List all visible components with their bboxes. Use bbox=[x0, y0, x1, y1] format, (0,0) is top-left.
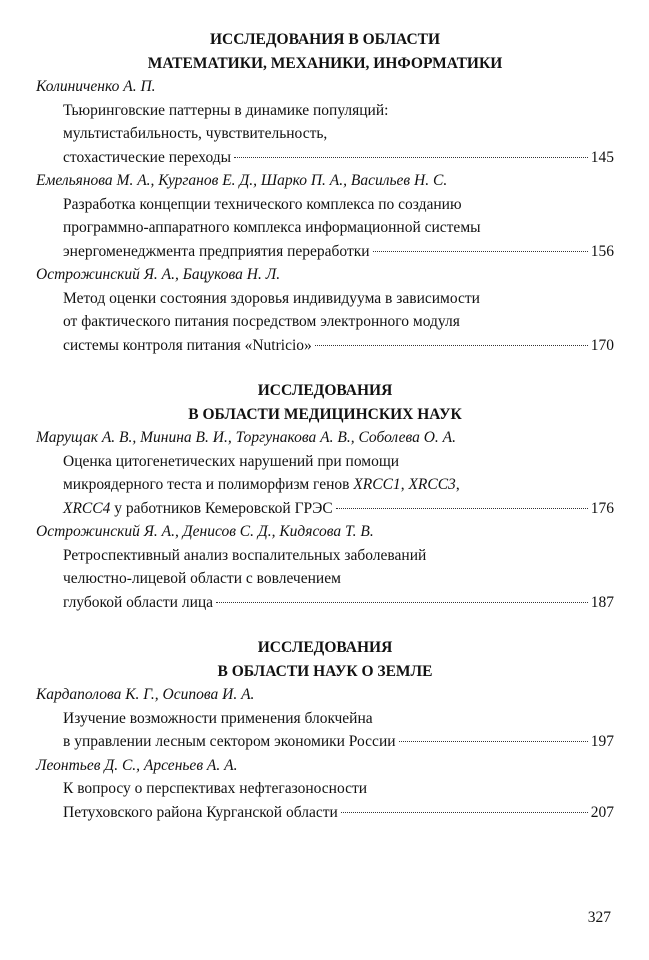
entry-page-number[interactable]: 197 bbox=[590, 733, 614, 750]
entry-page-number[interactable]: 187 bbox=[590, 593, 614, 611]
section-title: ИССЛЕДОВАНИЯ bbox=[257, 382, 393, 399]
toc-entry[interactable] bbox=[36, 683, 614, 754]
dot-leader bbox=[315, 345, 588, 346]
toc-entry[interactable] bbox=[36, 263, 614, 357]
entry-title-line: системы контроля питания «Nutricio» bbox=[63, 336, 312, 354]
entry-title-line: от фактического питания посредством электронного модуля bbox=[63, 313, 460, 330]
entry-authors: Марущак А. В., Минина В. И., Торгунакова А. В., Соболева О. А. bbox=[36, 429, 456, 446]
entry-last-line bbox=[63, 240, 614, 264]
entry-title-line: челюстно-лицевой области с вовлечением bbox=[63, 570, 341, 587]
gene-name: XRCC4 bbox=[63, 499, 111, 517]
section-title: МАТЕМАТИКИ, МЕХАНИКИ, ИНФОРМАТИКИ bbox=[147, 54, 503, 72]
table-of-contents bbox=[36, 28, 614, 824]
entry-authors: Кардаполова К. Г., Осипова И. А. bbox=[36, 686, 255, 703]
toc-entry[interactable] bbox=[36, 754, 614, 825]
entry-text: микроядерного теста и полиморфизм генов bbox=[63, 476, 354, 493]
entry-title-line bbox=[63, 473, 614, 497]
entry-last-line bbox=[63, 146, 614, 170]
section-title: ИССЛЕДОВАНИЯ bbox=[257, 639, 393, 656]
entry-authors: Колиниченко А. П. bbox=[36, 78, 156, 95]
dot-leader bbox=[336, 508, 588, 509]
section-spacer bbox=[36, 357, 614, 379]
entry-page-number[interactable]: 170 bbox=[590, 336, 614, 354]
section-title: ИССЛЕДОВАНИЯ В ОБЛАСТИ bbox=[209, 31, 441, 48]
toc-section bbox=[36, 379, 614, 614]
toc-entry[interactable] bbox=[36, 169, 614, 263]
section-title: В ОБЛАСТИ НАУК О ЗЕМЛЕ bbox=[217, 662, 433, 680]
entry-page-number[interactable]: 207 bbox=[590, 803, 614, 821]
entry-title-line: Петуховского района Курганской области bbox=[63, 803, 338, 821]
entry-authors: Емельянова М. А., Курганов Е. Д., Шарко П. А., Васильев Н. С. bbox=[36, 172, 448, 189]
entry-title-line: Тьюринговские паттерны в динамике популяций: bbox=[63, 101, 389, 119]
dot-leader bbox=[399, 741, 588, 742]
entry-title-line: Разработка концепции технического комплекса по созданию bbox=[63, 195, 462, 213]
entry-title-line: К вопросу о перспективах нефтегазоносности bbox=[63, 780, 368, 797]
entry-page-number[interactable]: 176 bbox=[590, 499, 614, 517]
entry-title-line: программно-аппаратного комплекса информационной системы bbox=[63, 219, 481, 236]
entry-page-number[interactable]: 156 bbox=[590, 242, 614, 260]
entry-last-line bbox=[63, 591, 614, 615]
separator: , bbox=[400, 476, 409, 493]
entry-title-line: Оценка цитогенетических нарушений при помощи bbox=[63, 452, 400, 470]
entry-title-line: мультистабильность, чувствительность, bbox=[63, 125, 328, 142]
page-number: 327 bbox=[587, 909, 611, 926]
entry-title-line: в управлении лесным сектором экономики России bbox=[63, 733, 396, 750]
entry-title-line: Метод оценки состояния здоровья индивидуума в зависимости bbox=[63, 289, 480, 307]
entry-title-line bbox=[63, 497, 333, 521]
entry-authors: Острожинский Я. А., Денисов С. Д., Кидясова Т. В. bbox=[36, 523, 374, 540]
dot-leader bbox=[341, 812, 588, 813]
entry-page-number[interactable]: 145 bbox=[590, 148, 614, 166]
toc-entry[interactable] bbox=[36, 426, 614, 520]
toc-section bbox=[36, 636, 614, 824]
entry-last-line bbox=[63, 801, 614, 825]
toc-section bbox=[36, 28, 614, 357]
entry-title-line: энергоменеджмента предприятия переработки bbox=[63, 242, 370, 260]
toc-entry[interactable] bbox=[36, 75, 614, 169]
entry-last-line bbox=[63, 334, 614, 358]
gene-name: XRCC1 bbox=[353, 476, 401, 493]
section-title: В ОБЛАСТИ МЕДИЦИНСКИХ НАУК bbox=[188, 405, 462, 423]
dot-leader bbox=[373, 251, 588, 252]
gene-name: XRCC3 bbox=[408, 476, 456, 493]
entry-authors: Леонтьев Д. С., Арсеньев А. А. bbox=[36, 756, 238, 774]
section-spacer bbox=[36, 614, 614, 636]
dot-leader bbox=[216, 602, 588, 603]
entry-title-line: глубокой области лица bbox=[63, 593, 214, 611]
toc-entry[interactable] bbox=[36, 520, 614, 614]
entry-text: у работников Кемеровской ГРЭС bbox=[110, 499, 333, 517]
entry-title-line: Изучение возможности применения блокчейна bbox=[63, 709, 373, 727]
entry-title-line: стохастические переходы bbox=[63, 148, 232, 166]
entry-last-line bbox=[63, 730, 614, 754]
separator: , bbox=[455, 476, 460, 493]
entry-authors: Острожинский Я. А., Бацукова Н. Л. bbox=[36, 266, 281, 283]
entry-title-line: Ретроспективный анализ воспалительных заболеваний bbox=[63, 546, 427, 564]
entry-last-line bbox=[63, 497, 614, 521]
dot-leader bbox=[234, 157, 588, 158]
